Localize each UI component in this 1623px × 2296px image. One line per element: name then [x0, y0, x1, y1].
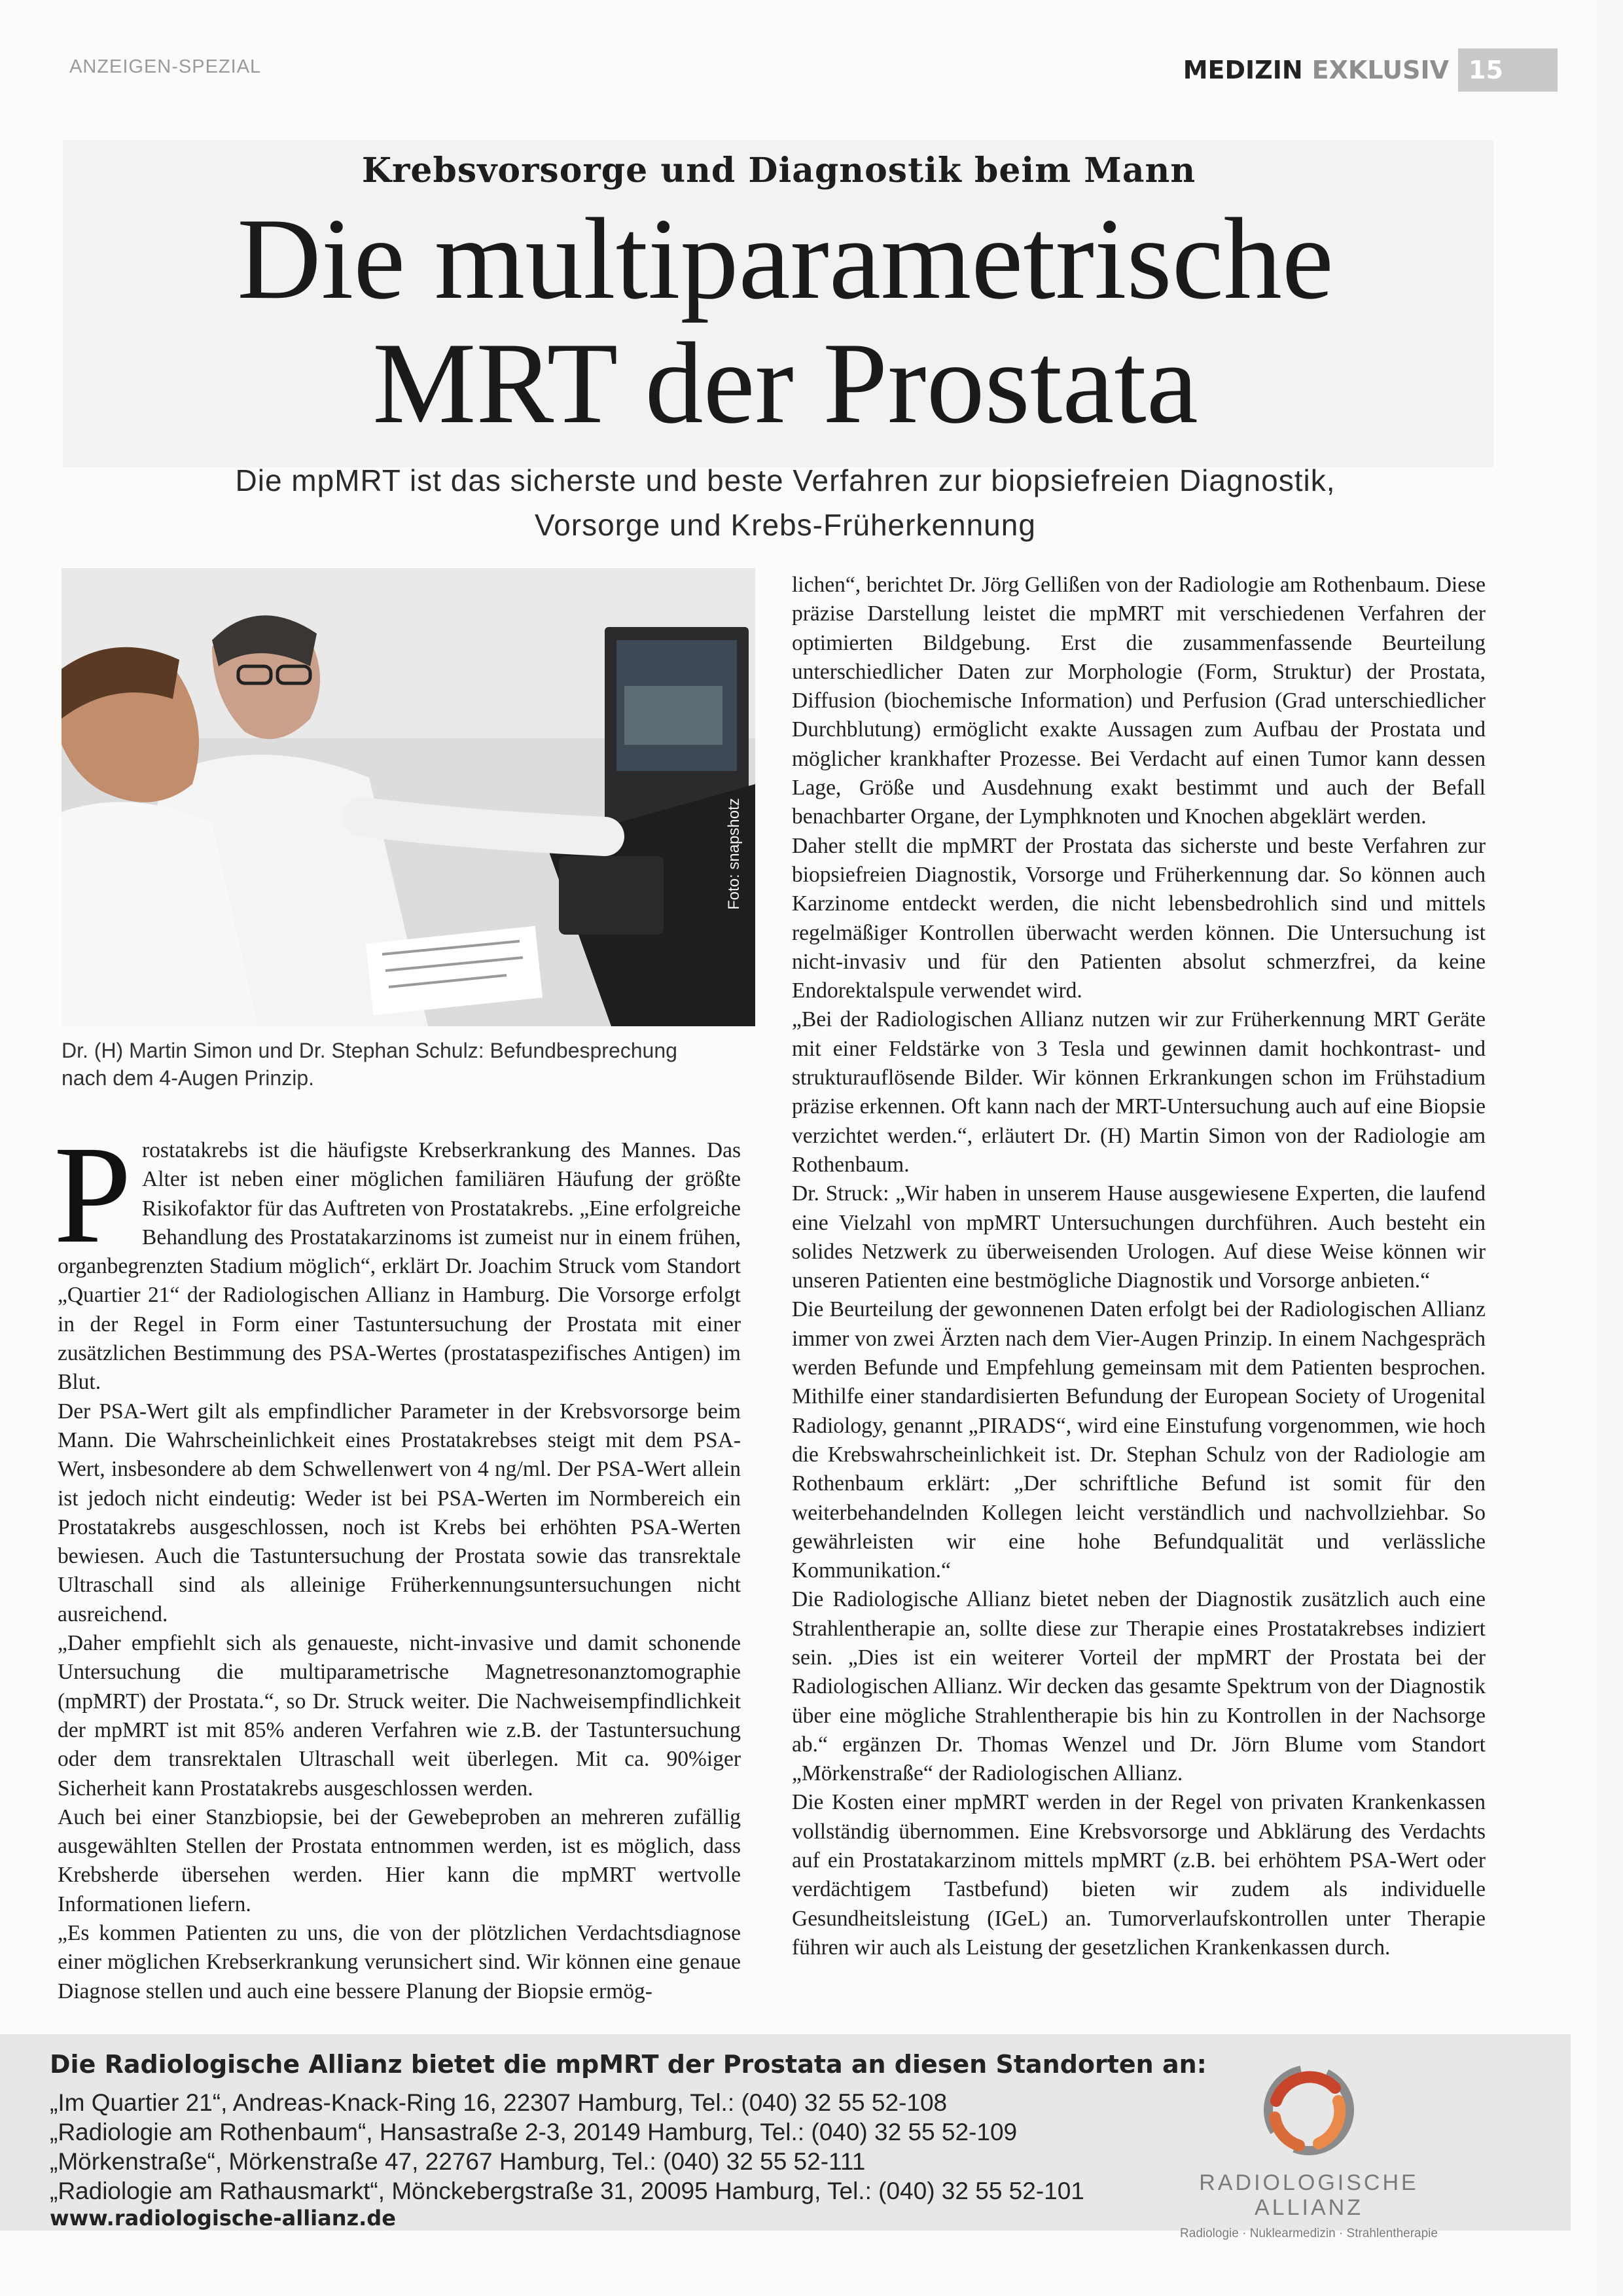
paragraph: lichen“, berichtet Dr. Jörg Gellißen von der Radiologie am Rothenbaum. Diese präzise Darstellung leistet die mpMRT mit verschiedenen Verfahren der optimierten Bildgebung. Erst die zusammenfassende Beurteilung unterschiedlicher Daten zur Morphologie (Form, Struktur) der Prostata, Diffusion (biochemische Information) und Perfusion (Grad unterschiedlicher Durchblutung) ermöglicht exakte Aussagen zum Aufbau der Prostata und möglicher krankhafter Prozesse. Bei Verdacht auf einen Tumor kann dessen Lage, Größe und Ausdehnung exakt bestimmt und auch der Befall benachbarter Organe, der Lymphknoten und Knochen abgeklärt werden.: [792, 573, 1486, 829]
paragraph: Der PSA-Wert gilt als empfindlicher Parameter in der Krebsvorsorge beim Mann. Die Wahrscheinlichkeit eines Prostatakrebses steigt mit dem PSA-Wert, insbesondere ab dem Schwellenwert von 4 ng/ml. Der PSA-Wert allein ist jedoch nicht eindeutig: Weder ist bei PSA-Werten im Normbereich ein Prostatakrebs ausgeschlossen, noch ist Krebs bei erhöhten PSA-Werten bewiesen. Auch die Tastuntersuchung der Prostata sowie das transrektale Ultraschall sind als alleinige Früherkennungsuntersuchungen nicht ausreichend.: [58, 1399, 741, 1626]
caption-line-2: nach dem 4-Augen Prinzip.: [62, 1066, 314, 1090]
paragraph: Die Beurteilung der gewonnenen Daten erfolgt bei der Radiologischen Allianz immer von zwei Ärzten nach dem Vier-Augen Prinzip. In einem Nachgespräch werden Befunde und Empfehlung gemeinsam mit dem Patienten besprochen. Mithilfe einer standardisierten Befundung der European Society of Urogenital Radiology, genannt „PIRADS“, wird eine Einstufung vorgenommen, wie hoch die Krebswahrscheinlichkeit ist. Dr. Stephan Schulz von der Radiologie am Rothenbaum erklärt: „Der schriftliche Befund ist somit für den weiterbehandelnden Kollegen leicht verständlich und nachvollziehbar. So gewährleisten wir eine hohe Befundqualität und verlässliche Kommunikation.“: [792, 1297, 1486, 1583]
photo-credit: Foto: snapshotz: [725, 798, 743, 910]
location-item: „Mörkenstraße“, Mörkenstraße 47, 22767 Hamburg, Tel.: (040) 32 55 52-111: [50, 2148, 866, 2175]
subtitle-line-1: Die mpMRT ist das sicherste und beste Verfahren zur biopsiefreien Diagnostik,: [235, 463, 1336, 497]
logo-name-line-1: RADIOLOGISCHE: [1199, 2170, 1419, 2195]
article-kicker: Krebsvorsorge und Diagnostik beim Mann: [361, 151, 1196, 190]
article-column-right: [792, 571, 1486, 1962]
photo-caption: [62, 1037, 755, 1092]
paragraph: Die Radiologische Allianz bietet neben der Diagnostik zusätzlich auch eine Strahlentherapie an, sollte diese zur Therapie eines Prostatakrebses indiziert sein. „Dies ist ein weiterer Vorteil der mpMRT der Prostata bei der Radiologischen Allianz. Wir decken das gesamte Spektrum von der Diagnostik über eine mögliche Strahlentherapie bis hin zu Kontrollen in der Nachsorge ab.“ ergänzen Dr. Thomas Wenzel und Dr. Jörn Blume vom Standort „Mörkenstraße“ der Radiologischen Allianz.: [792, 1587, 1486, 1786]
caption-line-1: Dr. (H) Martin Simon und Dr. Stephan Schulz: Befundbesprechung: [62, 1039, 677, 1062]
title-line-2: MRT der Prostata: [372, 318, 1198, 448]
locations-list: [50, 2088, 1084, 2206]
location-item: „Radiologie am Rathausmarkt“, Mönckebergstraße 31, 20095 Hamburg, Tel.: (040) 32 55 52-101: [50, 2178, 1084, 2204]
article-photo: [62, 568, 755, 1026]
magazine-header: [1183, 48, 1558, 92]
drop-cap: P: [54, 1117, 132, 1272]
article-column-left: [54, 1117, 741, 2006]
paragraph: „Daher empfiehlt sich als genaueste, nicht-invasive und damit schonende Untersuchung die multiparametrische Magnetresonanztomographie (mpMRT) der Prostata.“, so Dr. Struck weiter. Die Nachweisempfindlichkeit der mpMRT ist mit 85% anderen Verfahren wie z.B. der Tastuntersuchung oder dem transrektalen Ultraschall weit überlegen. Mit ca. 90%iger Sicherheit kann Prostatakrebs ausgeschlossen werden.: [58, 1631, 741, 1801]
paragraph: Daher stellt die mpMRT der Prostata das sicherste und beste Verfahren zur biopsiefreien Diagnostik, Vorsorge und Früherkennung dar. So können auch Karzinome entdeckt werden, die nicht lebensbedrohlich sind und mittels regelmäßiger Kontrollen überwacht werden können. Die Untersuchung ist nicht-invasiv und für den Patienten absolut schmerzfrei, da keine Endorektalspule verwendet wird.: [792, 833, 1486, 1003]
location-item: „Im Quartier 21“, Andreas-Knack-Ring 16, 22307 Hamburg, Tel.: (040) 32 55 52-108: [50, 2089, 948, 2116]
title-line-1: Die multiparametrische: [237, 194, 1334, 323]
paragraph: Die Kosten einer mpMRT werden in der Regel von privaten Krankenkassen vollständig übernommen. Eine Krebsvorsorge und Abklärung des Verdachts auf ein Prostatakarzinom mittels mpMRT (z.B. bei erhöhtem PSA-Wert oder verdächtigem Tastbefund) bieten wir zudem als individuelle Gesundheitsleistung (IGeL) an. Tumorverlaufskontrollen unter Therapie führen wir auch als Leistung der gesetzlichen Krankenkassen durch.: [792, 1790, 1486, 1960]
logo-name-line-2: ALLIANZ: [1255, 2195, 1363, 2220]
paragraph: „Es kommen Patienten zu uns, die von der plötzlichen Verdachtsdiagnose einer möglichen Krebserkrankung verunsichert sind. Wir können eine genaue Diagnose stellen und auch eine bessere Planung der Biopsie ermög-: [58, 1921, 741, 2003]
paragraph: rostatakrebs ist die häufigste Krebserkrankung des Mannes. Das Alter ist neben einer möglichen familiären Häufung der größte Risikofaktor für das Auftreten von Prostatakrebs. „Eine erfolgreiche Behandlung des Prostatakarzinoms ist zumeist nur in einem frühen, organbegrenzten Stadium möglich“, erklärt Dr. Joachim Struck vom Standort „Quartier 21“ der Radiologischen Allianz in Hamburg. Die Vorsorge erfolgt in der Regel in Form einer Tastuntersuchung der Prostata mit einer zusätzlichen Bestimmung des PSA-Wertes (prostataspezifisches Antigen) im Blut.: [58, 1138, 741, 1395]
page-number: 15: [1458, 48, 1558, 92]
article-title: [0, 194, 1571, 448]
locations-heading: Die Radiologische Allianz bietet die mpMRT der Prostata an diesen Standorten an:: [50, 2050, 1207, 2079]
logo-name: [1171, 2170, 1446, 2220]
paragraph: Dr. Struck: „Wir haben in unserem Hause ausgewiesene Experten, die laufend eine Vielzahl von mpMRT Untersuchungen durchführen. Auch besteht ein solides Netzwerk zu überweisenden Urologen. Auf diese Weise können wir unseren Patienten eine bestmögliche Diagnostik und Vorsorge anbieten.“: [792, 1181, 1486, 1293]
paragraph: Auch bei einer Stanzbiopsie, bei der Gewebeproben an mehreren zufällig ausgewählten Stellen der Prostata entnommen werden, ist es möglich, dass Krebsherde übersehen werden. Hier kann die mpMRT wertvolle Informationen liefern.: [58, 1804, 741, 1916]
article-subtitle: [0, 458, 1571, 547]
location-item: „Radiologie am Rothenbaum“, Hansastraße 2-3, 20149 Hamburg, Tel.: (040) 32 55 52-109: [50, 2119, 1018, 2145]
brand-primary: MEDIZIN: [1183, 56, 1303, 84]
paragraph: „Bei der Radiologischen Allianz nutzen wir zur Früherkennung MRT Geräte mit einer Feldstärke von 3 Tesla und gewinnen damit hochkontrast- und strukturauflösende Bilder. Wir können Erkrankungen schon im Frühstadium präzise erkennen. Oft kann nach der MRT-Untersuchung auch auf eine Biopsie verzichtet werden.“, erläutert Dr. (H) Martin Simon von der Radiologie am Rothenbaum.: [792, 1007, 1486, 1177]
website-link[interactable]: www.radiologische-allianz.de: [50, 2206, 396, 2231]
logo-tagline: Radiologie · Nuklearmedizin · Strahlentherapie: [1180, 2227, 1438, 2240]
section-label: ANZEIGEN-SPEZIAL: [69, 56, 262, 77]
brand-secondary: EXKLUSIV: [1311, 56, 1449, 84]
photo-illustration: [62, 568, 755, 1026]
subtitle-line-2: Vorsorge und Krebs-Früherkennung: [535, 508, 1036, 542]
